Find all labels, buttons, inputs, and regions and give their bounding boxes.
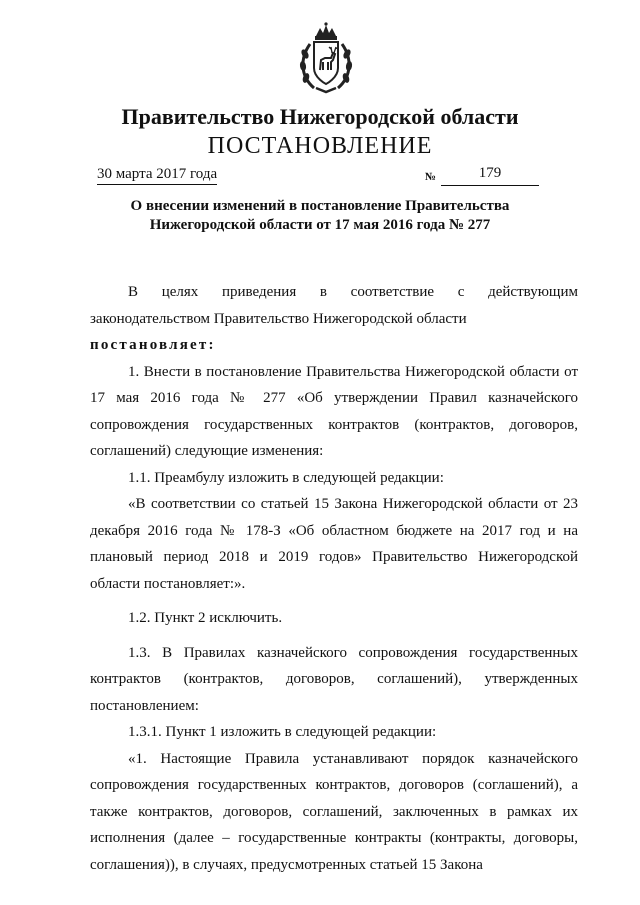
paragraph-1-3-1: 1.3.1. Пункт 1 изложить в следующей редакции: (128, 724, 437, 740)
decree-colon: : (208, 337, 214, 353)
paragraph-1-3-1-quote: «1. Настоящие Правила устанавливают порядок казначейского сопровождения государственных контрактов, договоров (соглашений), а также контрактов, договоров, соглашений, заключенных в рамках их исполнения (далее – государственные контракты (контракты, договоры, соглашения)), в случаях, предусмотренных статьей 15 Закона (90, 750, 578, 873)
paragraph-1-3: 1.3. В Правилах казначейского сопровождения государственных контрактов (контрактов, договоров, соглашений), утвержденных постановлением: (90, 644, 578, 714)
government-title: Правительство Нижегородской области (121, 104, 519, 129)
subject-line-1: О внесении изменений в постановление Правительства (130, 198, 510, 214)
subject-line-2: Нижегородской области от 17 мая 2016 года № 277 (149, 217, 491, 233)
decree-word: постановляет (90, 337, 209, 353)
paragraph-1-1-quote: «В соответствии со статьей 15 Закона Нижегородской области от 23 декабря 2016 года № 178-З «Об областном бюджете на 2017 год и на плановый период 2018 и 2019 годов» Правительство Нижегородской области постановляет:». (90, 496, 578, 592)
decree-line (90, 332, 578, 359)
document-type-title: ПОСТАНОВЛЕНИЕ (207, 133, 433, 159)
document-date: 30 марта 2017 года (97, 165, 217, 185)
intro-paragraph: В целях приведения в соответствие с действующим законодательством Правительство Нижегородской области (90, 284, 578, 327)
paragraph-1: 1. Внести в постановление Правительства Нижегородской области от 17 мая 2016 года № 277 «Об утверждении Правил казначейского сопровождения государственных контрактов (контрактов, договоров, соглашений) следующие изменения: (90, 363, 578, 459)
document-body (90, 279, 578, 878)
document-subject (0, 197, 640, 235)
number-underline (441, 185, 539, 186)
paragraph-1-2: 1.2. Пункт 2 исключить. (128, 610, 283, 626)
paragraph-1-1: 1.1. Преамбулу изложить в следующей редакции: (128, 469, 444, 486)
document-number: 179 (478, 165, 502, 181)
number-label: № (425, 171, 437, 183)
coat-of-arms-emblem (296, 22, 356, 94)
